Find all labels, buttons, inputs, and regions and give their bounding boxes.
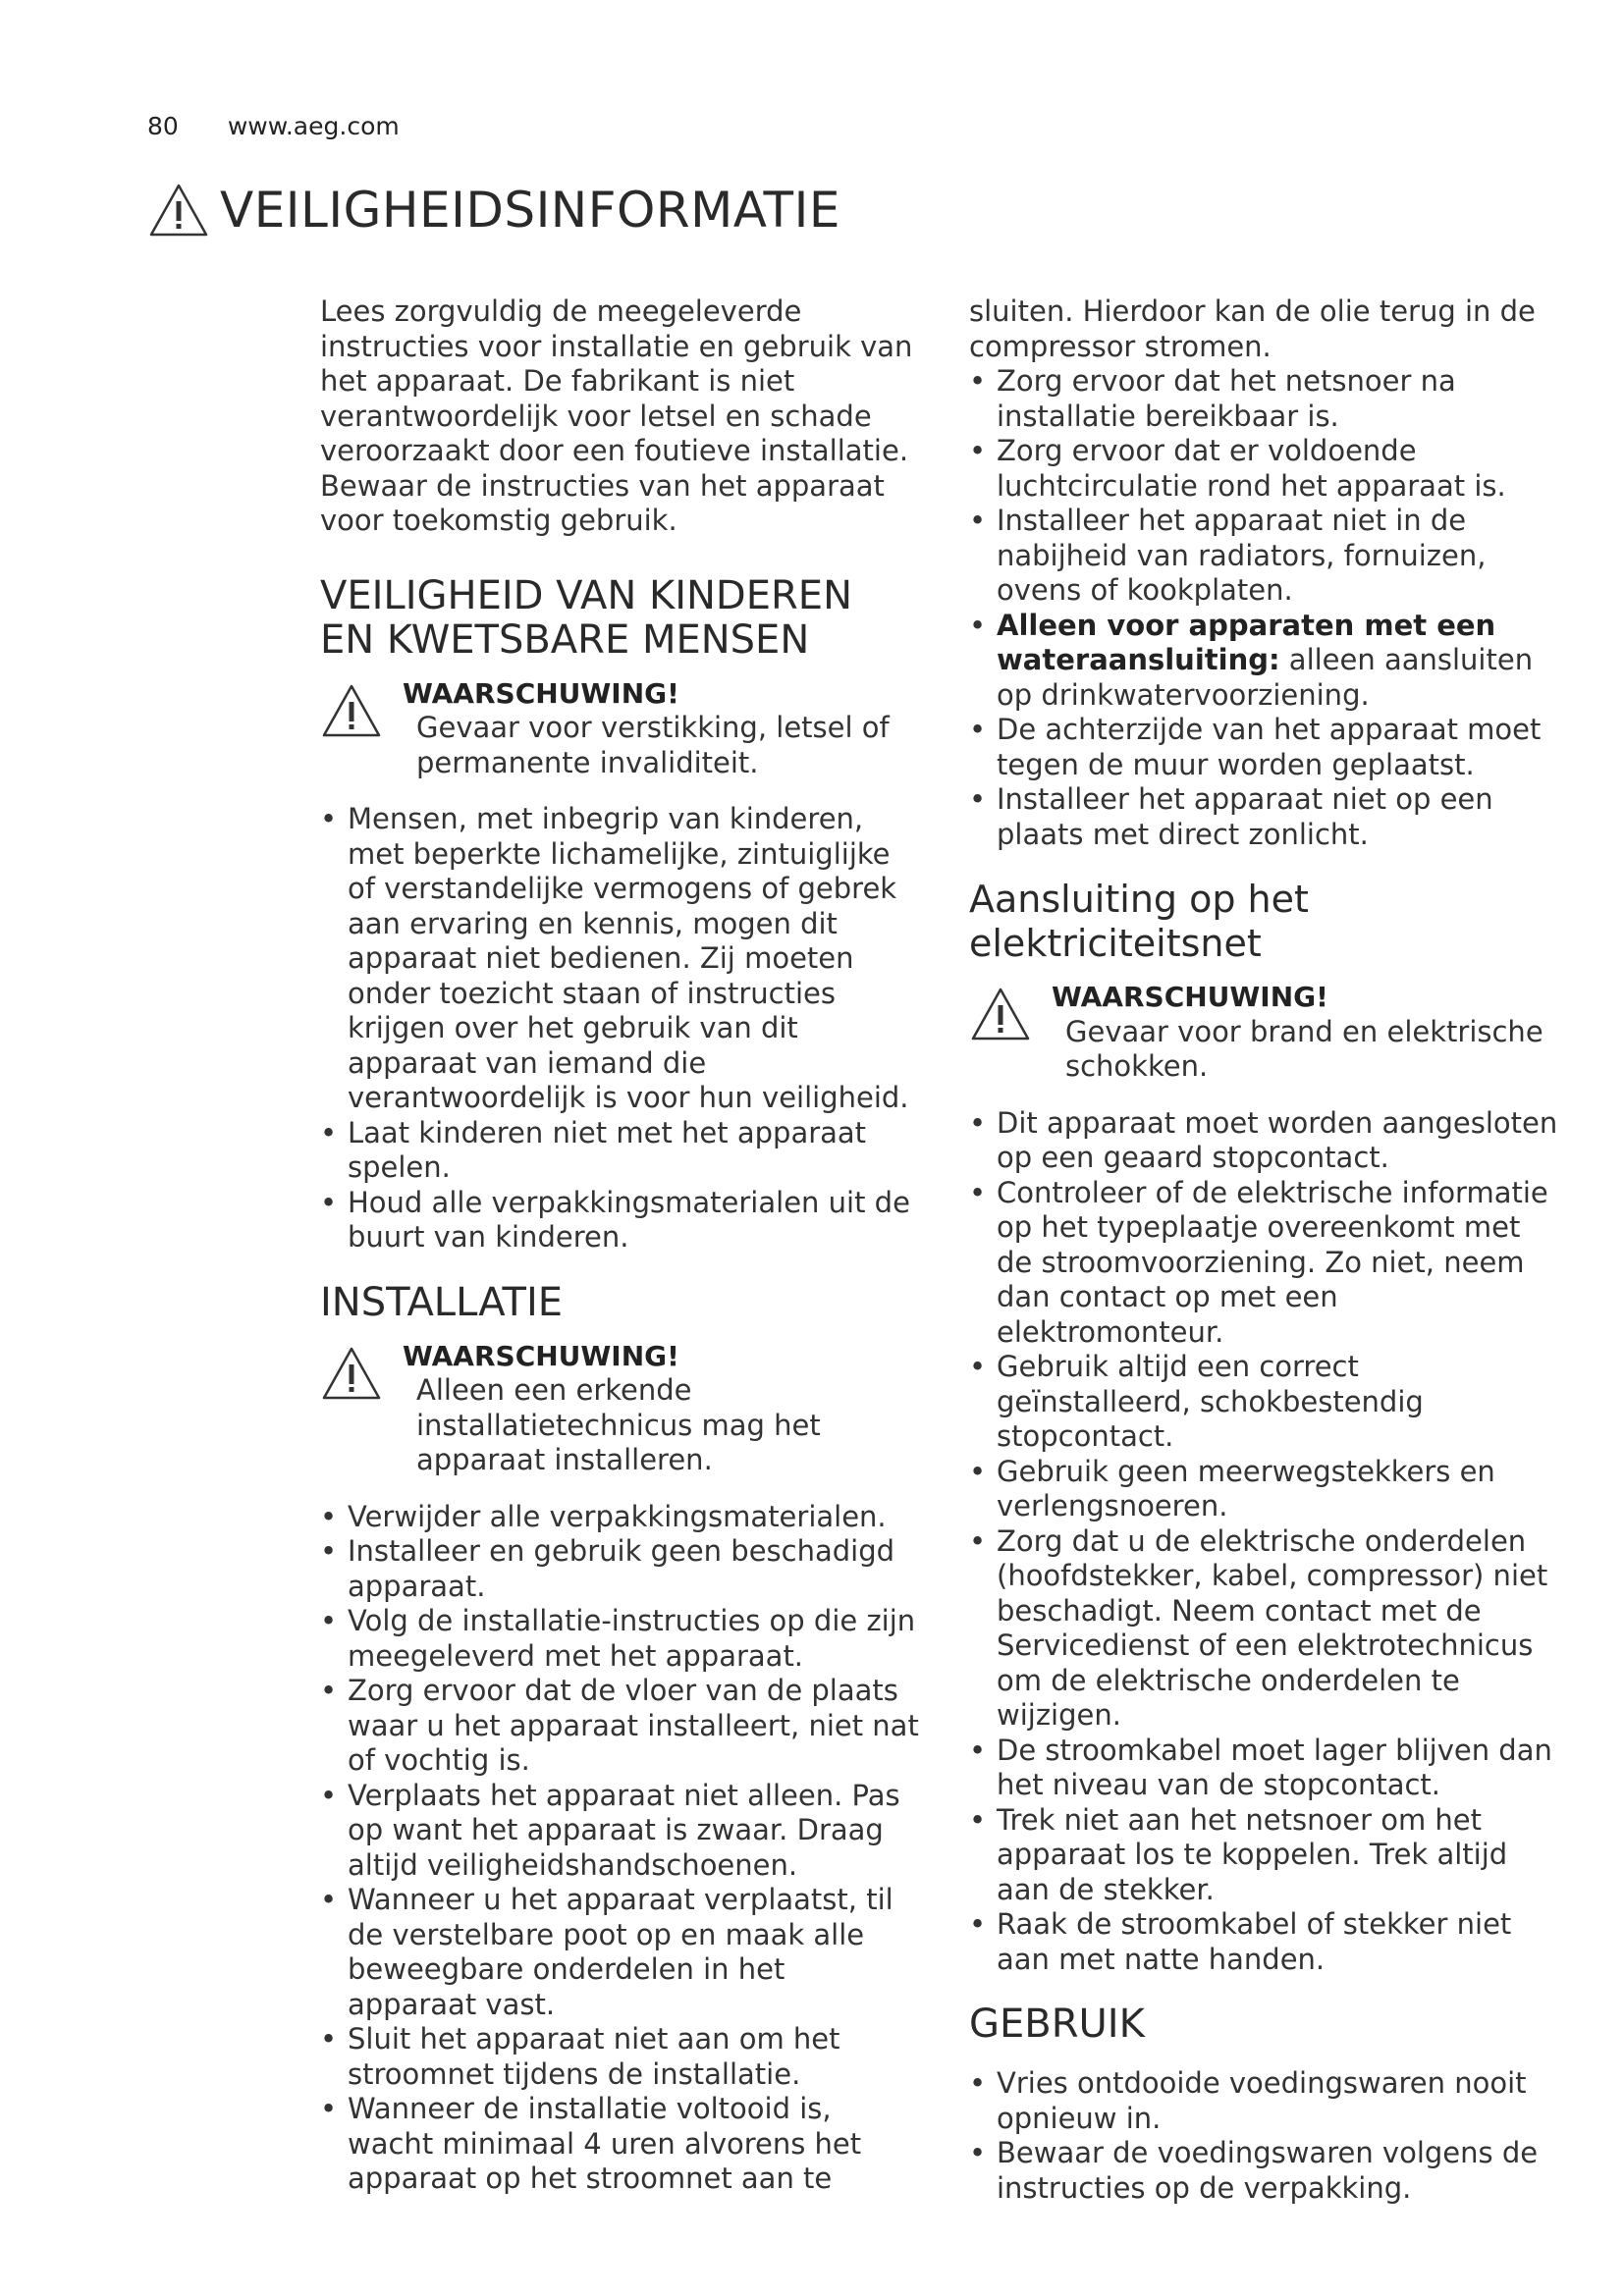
- list-item-text: Sluit het apparaat niet aan om het stroomnet tijdens de installatie.: [348, 2022, 840, 2091]
- list-item: [969, 2136, 1558, 2206]
- list-item: [969, 1455, 1558, 1524]
- warning-title: WAARSCHUWING!: [1052, 981, 1328, 1013]
- bullet-icon: •: [969, 1523, 987, 1558]
- bullet-icon: •: [320, 2092, 338, 2125]
- warning-triangle-icon: [320, 682, 383, 739]
- list-item-text: Bewaar de voedingswaren volgens de instructies op de verpakking.: [997, 2136, 1539, 2205]
- list-item: [969, 1907, 1558, 1977]
- bullet-icon: •: [320, 1778, 338, 1812]
- bullet-icon: •: [969, 1175, 987, 1209]
- bullet-icon: •: [969, 1454, 987, 1488]
- list-item: [969, 2066, 1558, 2136]
- list-item-text: Installeer het apparaat niet op een plaats met direct zonlicht.: [997, 782, 1493, 851]
- electric-heading: [969, 878, 1558, 966]
- list-item-text: Zorg ervoor dat er voldoende luchtcirculatie rond het apparaat is.: [997, 434, 1506, 503]
- bullet-icon: •: [969, 1350, 987, 1383]
- usage-list: [969, 2066, 1558, 2206]
- electric-heading-line2: elektriciteitsnet: [969, 922, 1262, 965]
- warning-text: Gevaar voor verstikking, letsel of permanente invaliditeit.: [416, 711, 890, 779]
- warning-text: Gevaar voor brand en elektrische schokken.: [1065, 1014, 1543, 1083]
- installation-warning: [320, 1339, 919, 1478]
- bullet-icon: •: [969, 1802, 987, 1837]
- bullet-icon: •: [969, 608, 987, 642]
- list-item-text: Houd alle verpakkingsmaterialen uit de buurt van kinderen.: [348, 1185, 910, 1254]
- warning-title: WAARSCHUWING!: [403, 1339, 679, 1372]
- list-item: [969, 364, 1558, 434]
- installation-list-continued: [969, 364, 1558, 852]
- list-item: [969, 1734, 1558, 1803]
- list-item: [969, 1106, 1558, 1176]
- list-item-text: Dit apparaat moet worden aangesloten op een geaard stopcontact.: [997, 1105, 1558, 1174]
- page-header: [147, 112, 400, 140]
- list-item-text: Vries ontdooide voedingswaren nooit opnieuw in.: [997, 2066, 1527, 2135]
- bullet-icon: •: [969, 782, 987, 816]
- electric-warning: [969, 980, 1558, 1085]
- list-item: [969, 434, 1558, 504]
- warning-text: Alleen een erkende installatietechnicus mag het apparaat installeren.: [416, 1373, 821, 1476]
- bullet-icon: •: [320, 802, 338, 835]
- bullet-icon: •: [320, 1883, 338, 1916]
- list-item-text: Verplaats het apparaat niet alleen. Pas op want het apparaat is zwaar. Draag altijd veiligheidshandschoenen.: [348, 1778, 900, 1882]
- list-item: [969, 1350, 1558, 1455]
- water-rest-text: alleen aansluiten op drinkwatervoorziening.: [997, 643, 1534, 712]
- bullet-icon: •: [969, 2136, 987, 2169]
- bullet-icon: •: [320, 1115, 338, 1149]
- warning-title: WAARSCHUWING!: [403, 676, 679, 710]
- left-column: [320, 294, 919, 2197]
- list-item: [320, 802, 919, 1116]
- bullet-icon: •: [969, 364, 987, 398]
- list-item: [320, 1883, 919, 2022]
- list-item: [969, 1524, 1558, 1734]
- list-item: [969, 504, 1558, 609]
- list-item-text: Installeer en gebruik geen beschadigd apparaat.: [348, 1534, 895, 1603]
- list-item-text: Wanneer u het apparaat verplaatst, til de verstelbare poot op en maak alle beweegbare onderdelen in het apparaat vast.: [348, 1883, 893, 2021]
- list-item: [969, 782, 1558, 852]
- bullet-icon: •: [969, 504, 987, 537]
- title-row: [147, 182, 840, 239]
- bullet-icon: •: [320, 1534, 338, 1568]
- list-item: [969, 713, 1558, 782]
- warning-triangle-icon: [969, 986, 1032, 1042]
- list-item-text: Wanneer de installatie voltooid is, wacht minimaal 4 uren alvorens het apparaat op het stroomnet aan te: [348, 2092, 862, 2195]
- right-column: [969, 294, 1558, 2206]
- bullet-icon: •: [969, 434, 987, 467]
- children-warning: [320, 676, 919, 781]
- list-item-text: Zorg dat u de elektrische onderdelen (hoofdstekker, kabel, compressor) niet beschadigt. Neem contact met de Servicedienst of een elektrotechnicus om de elektrische onderdelen te wijzigen.: [997, 1523, 1548, 1732]
- website-link[interactable]: www.aeg.com: [227, 112, 400, 140]
- list-item-text: Mensen, met inbegrip van kinderen, met beperkte lichamelijke, zintuiglijke of verstandelijke vermogens of gebrek aan ervaring en kennis, mogen dit apparaat niet bedienen. Zij moeten onder toezicht staan of instructies krijgen over het gebruik van dit apparaat van iemand die verantwoordelijk is voor hun veiligheid.: [348, 802, 909, 1114]
- list-item: [320, 1674, 919, 1779]
- electric-heading-line1: Aansluiting op het: [969, 878, 1309, 921]
- electric-list: [969, 1106, 1558, 1978]
- bullet-icon: •: [320, 1499, 338, 1533]
- list-item: [320, 1604, 919, 1674]
- list-item-text: Zorg ervoor dat het netsnoer na installatie bereikbaar is.: [997, 364, 1456, 433]
- list-item-text: Laat kinderen niet met het apparaat spelen.: [348, 1115, 867, 1184]
- continuation-text: sluiten. Hierdoor kan de olie terug in de compressor stromen.: [969, 294, 1536, 363]
- bullet-icon: •: [969, 2066, 987, 2100]
- warning-triangle-icon: [147, 182, 210, 239]
- installation-heading: INSTALLATIE: [320, 1279, 564, 1325]
- page-title: VEILIGHEIDSINFORMATIE: [220, 182, 840, 239]
- list-item-text: Gebruik altijd een correct geïnstalleerd, schokbestendig stopcontact.: [997, 1350, 1424, 1453]
- list-item-text: De achterzijde van het apparaat moet tegen de muur worden geplaatst.: [997, 713, 1542, 781]
- list-item-text: Volg de installatie-instructies op die zijn meegeleverd met het apparaat.: [348, 1604, 916, 1673]
- list-item: [969, 1803, 1558, 1908]
- water-bold-text: Alleen voor apparaten met een wateraansluiting:: [997, 608, 1496, 676]
- children-heading: [320, 574, 919, 663]
- list-item: [320, 2022, 919, 2092]
- bullet-icon: •: [969, 713, 987, 746]
- list-item: [969, 1176, 1558, 1351]
- list-item: [320, 1116, 919, 1186]
- bullet-icon: •: [969, 1105, 987, 1140]
- list-item: [969, 609, 1558, 714]
- children-heading-line2: EN KWETSBARE MENSEN: [320, 616, 810, 663]
- list-item-text: Installeer het apparaat niet in de nabijheid van radiators, fornuizen, ovens of kookplaten.: [997, 504, 1487, 607]
- list-item-text: Verwijder alle verpakkingsmaterialen.: [348, 1499, 887, 1533]
- bullet-icon: •: [969, 1907, 987, 1941]
- list-item-text: Trek niet aan het netsnoer om het apparaat los te koppelen. Trek altijd aan de stekker.: [997, 1802, 1508, 1906]
- list-item-text: Raak de stroomkabel of stekker niet aan met natte handen.: [997, 1907, 1512, 1976]
- list-item: [320, 1779, 919, 1884]
- page-number: 80: [147, 112, 179, 140]
- bullet-icon: •: [320, 1604, 338, 1637]
- list-item: [320, 1534, 919, 1604]
- children-list: [320, 802, 919, 1255]
- list-item-text: Zorg ervoor dat de vloer van de plaats waar u het apparaat installeert, niet nat of vochtig is.: [348, 1674, 919, 1777]
- list-item: [320, 2092, 919, 2197]
- list-item-text: Controleer of de elektrische informatie op het typeplaatje overeenkomt met de stroomvoorziening. Zo niet, neem dan contact op met een elektromonteur.: [997, 1175, 1548, 1349]
- list-item-text: De stroomkabel moet lager blijven dan het niveau van de stopcontact.: [997, 1733, 1552, 1801]
- bullet-icon: •: [320, 2022, 338, 2056]
- bullet-icon: •: [969, 1733, 987, 1767]
- usage-heading: GEBRUIK: [969, 2002, 1145, 2047]
- list-item: [320, 1500, 919, 1535]
- list-item-text: Gebruik geen meerwegstekkers en verlengsnoeren.: [997, 1454, 1495, 1522]
- list-item: [320, 1186, 919, 1255]
- intro-paragraph: Lees zorgvuldig de meegeleverde instructies voor installatie en gebruik van het apparaat. De fabrikant is niet verantwoordelijk voor letsel en schade veroorzaakt door een foutieve installatie. Bewaar de instructies van het apparaat voor toekomstig gebruik.: [320, 294, 913, 537]
- installation-list: [320, 1500, 919, 2197]
- warning-triangle-icon: [320, 1345, 383, 1402]
- bullet-icon: •: [320, 1674, 338, 1707]
- bullet-icon: •: [320, 1185, 338, 1219]
- children-heading-line1: VEILIGHEID VAN KINDEREN: [320, 572, 852, 618]
